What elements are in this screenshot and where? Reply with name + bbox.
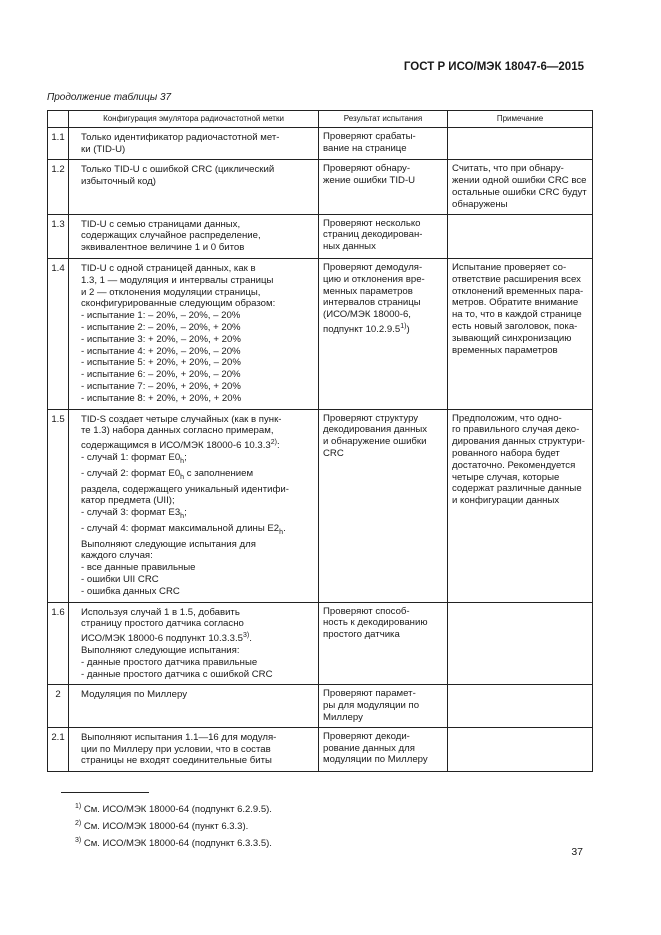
config-line bbox=[81, 219, 313, 231]
test-item: - испытание 7: – 20%, + 20%, + 20% bbox=[81, 380, 241, 392]
result-line bbox=[323, 629, 443, 641]
config-text: избыточный код) bbox=[81, 176, 156, 188]
config-line bbox=[81, 144, 313, 156]
table-row bbox=[48, 685, 593, 727]
config-line bbox=[81, 437, 313, 452]
note-line: жении одной ошибки CRC все bbox=[452, 175, 587, 187]
config-cell bbox=[69, 409, 319, 602]
note-line: Считать, что при обнару- bbox=[452, 163, 564, 175]
footnotes bbox=[75, 800, 272, 851]
config-line bbox=[81, 425, 313, 437]
result-line bbox=[323, 688, 443, 700]
case-text: - случай 2: формат E0 bbox=[81, 467, 181, 479]
test-item: - испытание 6: – 20%, + 20%, – 20% bbox=[81, 369, 241, 381]
config-line bbox=[81, 263, 313, 275]
footnote-ref: 2) bbox=[270, 439, 277, 447]
config-text: те 1.3) набора данных согласно примерам, bbox=[81, 425, 274, 437]
result-text: Проверяют парамет- bbox=[323, 688, 416, 700]
result-line bbox=[323, 131, 443, 143]
case-text: катор предмета (UII); bbox=[81, 495, 175, 507]
list-item: - ошибки UII CRC bbox=[81, 573, 159, 585]
case-tail: с заполнением bbox=[184, 467, 254, 479]
result-line bbox=[323, 229, 443, 241]
note-line: содержат различные данные bbox=[452, 483, 582, 495]
config-text: ции по Миллеру при условии, что в состав bbox=[81, 743, 271, 755]
note-line: рованного набора будет bbox=[452, 447, 560, 459]
config-text: : bbox=[276, 440, 280, 452]
result-text: ных данных bbox=[323, 241, 376, 253]
footnote-ref: 1) bbox=[400, 322, 407, 330]
page-number: 37 bbox=[571, 846, 583, 858]
table-row bbox=[48, 727, 593, 771]
footnote-ref: 3) bbox=[243, 632, 250, 640]
result-line bbox=[323, 731, 443, 743]
config-cell bbox=[69, 160, 319, 214]
config-cell bbox=[69, 214, 319, 258]
result-line bbox=[323, 274, 443, 286]
config-line bbox=[81, 164, 313, 176]
config-text: Модуляция по Миллеру bbox=[81, 689, 188, 701]
case-text: - случай 4: формат максимальной длины E2 bbox=[81, 522, 280, 534]
col-header-note: Примечание bbox=[448, 111, 593, 128]
document-header: ГОСТ Р ИСО/МЭК 18047-6—2015 bbox=[403, 61, 584, 73]
config-line: Выполняют следующие испытания для bbox=[81, 538, 256, 550]
result-text: ность к декодированию bbox=[323, 617, 428, 629]
case-subscript: h bbox=[180, 473, 185, 481]
config-text: и 2 — отклонения модуляции страницы, bbox=[81, 286, 261, 298]
result-text: подпункт 10.2.9.5 bbox=[323, 324, 401, 336]
note-cell bbox=[448, 214, 593, 258]
result-cell bbox=[319, 127, 448, 160]
result-cell bbox=[319, 602, 448, 685]
case-subscript: h bbox=[279, 528, 284, 536]
result-text: ) bbox=[406, 324, 410, 336]
config-text: содержащих случайное распределение, bbox=[81, 230, 261, 242]
result-line bbox=[323, 163, 443, 175]
config-text: . bbox=[249, 633, 252, 645]
result-text: модуляции по Миллеру bbox=[323, 754, 428, 766]
result-line bbox=[323, 297, 443, 309]
config-line bbox=[81, 732, 313, 744]
result-text: страниц декодирован- bbox=[323, 229, 423, 241]
result-line bbox=[323, 743, 443, 755]
case-text: - случай 1: формат E0 bbox=[81, 452, 181, 464]
result-line bbox=[323, 309, 443, 321]
config-line: каждого случая: bbox=[81, 550, 153, 562]
result-text: (ИСО/МЭК 18000-6, bbox=[323, 309, 411, 321]
result-text: рование данных для bbox=[323, 742, 415, 754]
note-cell bbox=[448, 727, 593, 771]
row-number: 1.3 bbox=[48, 214, 69, 258]
footnote-mark: 3) bbox=[75, 837, 82, 845]
table-caption: Продолжение таблицы 37 bbox=[47, 92, 172, 103]
footnote-mark: 1) bbox=[75, 803, 82, 810]
config-line bbox=[81, 630, 313, 645]
result-text: жение ошибки TID-U bbox=[323, 175, 416, 187]
case-text: раздела, содержащего уникальный идентифи- bbox=[81, 483, 289, 495]
config-line bbox=[81, 298, 313, 310]
case-tail: ; bbox=[184, 507, 187, 519]
result-line bbox=[323, 436, 443, 448]
result-line bbox=[323, 218, 443, 230]
note-line: отклонений временных пара- bbox=[452, 285, 584, 297]
note-cell bbox=[448, 602, 593, 685]
config-text: TID-S создает четыре случайных (как в пунк- bbox=[81, 413, 282, 425]
config-cell bbox=[69, 685, 319, 727]
config-cell bbox=[69, 602, 319, 685]
test-item: - испытание 2: – 20%, – 20%, + 20% bbox=[81, 321, 241, 333]
result-text: Проверяют структуру bbox=[323, 412, 419, 424]
result-cell bbox=[319, 258, 448, 409]
result-text: CRC bbox=[323, 447, 344, 459]
note-cell bbox=[448, 258, 593, 409]
config-cell bbox=[69, 127, 319, 160]
config-line bbox=[81, 230, 313, 242]
row-number: 2 bbox=[48, 685, 69, 727]
result-line bbox=[323, 617, 443, 629]
result-text: простого датчика bbox=[323, 629, 400, 641]
row-number: 1.5 bbox=[48, 409, 69, 602]
config-line bbox=[81, 287, 313, 299]
row-number: 1.1 bbox=[48, 127, 69, 160]
config-text: ИСО/МЭК 18000-6 подпункт 10.3.3.5 bbox=[81, 633, 244, 645]
note-line: временных параметров bbox=[452, 344, 558, 356]
list-item: - данные простого датчика правильные bbox=[81, 656, 258, 668]
note-cell bbox=[448, 685, 593, 727]
note-line: обнаружены bbox=[452, 198, 508, 210]
test-item: - испытание 8: + 20%, + 20%, + 20% bbox=[81, 392, 242, 404]
footnote-mark: 2) bbox=[75, 820, 82, 828]
config-line bbox=[81, 744, 313, 756]
config-text: содержащимся в ИСО/МЭК 18000-6 10.3.3 bbox=[81, 440, 271, 452]
test-item: - испытание 3: + 20%, – 20%, + 20% bbox=[81, 333, 241, 345]
col-header-result: Результат испытания bbox=[319, 111, 448, 128]
note-line: на то, что в каждой странице bbox=[452, 309, 582, 321]
case-line bbox=[81, 484, 313, 496]
config-text: Выполняют испытания 1.1—16 для модуля- bbox=[81, 731, 277, 743]
result-line bbox=[323, 413, 443, 425]
note-line: и конфигурации данных bbox=[452, 495, 560, 507]
result-text: интервалов страницы bbox=[323, 297, 421, 309]
result-line bbox=[323, 262, 443, 274]
case-text: - случай 3: формат E3 bbox=[81, 507, 181, 519]
result-text: Проверяют способ- bbox=[323, 605, 410, 617]
test-item: - испытание 5: + 20%, + 20%, – 20% bbox=[81, 357, 241, 369]
table-row bbox=[48, 602, 593, 685]
note-line: есть новый заголовок, пока- bbox=[452, 320, 578, 332]
config-text: эквивалентное величине 1 и 0 битов bbox=[81, 242, 245, 254]
row-number: 1.4 bbox=[48, 258, 69, 409]
config-line bbox=[81, 242, 313, 254]
config-line bbox=[81, 132, 313, 144]
result-text: цию и отклонения вре- bbox=[323, 273, 425, 285]
test-item: - испытание 4: + 20%, – 20%, – 20% bbox=[81, 345, 241, 357]
result-line bbox=[323, 754, 443, 766]
case-line bbox=[81, 468, 313, 484]
result-line bbox=[323, 286, 443, 298]
note-line: зывающий синхронизацию bbox=[452, 332, 572, 344]
config-line bbox=[81, 755, 313, 767]
footnote bbox=[75, 817, 272, 834]
result-text: Проверяют декоди- bbox=[323, 730, 410, 742]
note-cell bbox=[448, 160, 593, 214]
config-cell bbox=[69, 727, 319, 771]
result-line bbox=[323, 700, 443, 712]
result-line bbox=[323, 712, 443, 724]
config-cell bbox=[69, 258, 319, 409]
row-number: 1.2 bbox=[48, 160, 69, 214]
result-cell bbox=[319, 727, 448, 771]
note-line: остальные ошибки CRC будут bbox=[452, 186, 587, 198]
config-line bbox=[81, 689, 313, 701]
config-text: Используя случай 1 в 1.5, добавить bbox=[81, 606, 240, 618]
result-line bbox=[323, 424, 443, 436]
result-text: Миллеру bbox=[323, 712, 363, 724]
list-item: - данные простого датчика с ошибкой CRC bbox=[81, 668, 273, 680]
table-row bbox=[48, 127, 593, 160]
result-text: менных параметров bbox=[323, 285, 413, 297]
row-number: 1.6 bbox=[48, 602, 69, 685]
footnote-text: См. ИСО/МЭК 18000-64 (подпункт 6.2.9.5). bbox=[81, 804, 272, 816]
result-text: Проверяют демодуля- bbox=[323, 261, 423, 273]
footnote-text: См. ИСО/МЭК 18000-64 (подпункт 6.3.3.5). bbox=[81, 838, 272, 850]
footnote bbox=[75, 834, 272, 851]
case-line bbox=[81, 507, 313, 523]
config-text: сконфигурированные следующим образом: bbox=[81, 298, 276, 310]
table-header-row bbox=[48, 111, 593, 128]
result-line bbox=[323, 448, 443, 460]
result-cell bbox=[319, 409, 448, 602]
col-header-num bbox=[48, 111, 69, 128]
config-line bbox=[81, 176, 313, 188]
result-cell bbox=[319, 160, 448, 214]
footnote-separator bbox=[61, 792, 149, 793]
list-item: - ошибка данных CRC bbox=[81, 585, 180, 597]
case-subscript: h bbox=[180, 458, 185, 466]
config-text: ки (TID-U) bbox=[81, 143, 126, 155]
config-line bbox=[81, 618, 313, 630]
config-line bbox=[81, 414, 313, 426]
note-cell bbox=[448, 409, 593, 602]
note-line: го правильного случая деко- bbox=[452, 424, 580, 436]
case-line bbox=[81, 495, 313, 507]
note-line: четыре случая, которые bbox=[452, 471, 560, 483]
result-text: декодирования данных bbox=[323, 424, 428, 436]
test-item: - испытание 1: – 20%, – 20%, – 20% bbox=[81, 310, 241, 322]
config-line bbox=[81, 275, 313, 287]
result-text: ры для модуляции по bbox=[323, 700, 420, 712]
case-tail: ; bbox=[184, 452, 187, 464]
note-line: дирования данных структури- bbox=[452, 436, 585, 448]
note-line: метров. Обратите внимание bbox=[452, 297, 579, 309]
config-text: страницу простого датчика согласно bbox=[81, 618, 244, 630]
result-line bbox=[323, 241, 443, 253]
result-text: вание на странице bbox=[323, 142, 407, 154]
test-table bbox=[47, 110, 593, 772]
config-text: 1.3, 1 — модуляция и интервалы страницы bbox=[81, 274, 274, 286]
row-number: 2.1 bbox=[48, 727, 69, 771]
table-row bbox=[48, 258, 593, 409]
result-line bbox=[323, 606, 443, 618]
result-cell bbox=[319, 214, 448, 258]
result-text: и обнаружение ошибки bbox=[323, 436, 427, 448]
footnote bbox=[75, 800, 272, 817]
config-text: TID-U с одной страницей данных, как в bbox=[81, 262, 256, 274]
note-line: Испытание проверяет со- bbox=[452, 261, 567, 273]
note-line: достаточно. Рекомендуется bbox=[452, 459, 576, 471]
footnote-text: См. ИСО/МЭК 18000-64 (пункт 6.3.3). bbox=[81, 821, 249, 833]
result-line bbox=[323, 143, 443, 155]
case-subscript: h bbox=[180, 513, 185, 521]
result-line bbox=[323, 175, 443, 187]
result-cell bbox=[319, 685, 448, 727]
col-header-config: Конфигурация эмулятора радиочастотной метки bbox=[69, 111, 319, 128]
result-text: Проверяют обнару- bbox=[323, 163, 411, 175]
note-cell bbox=[448, 127, 593, 160]
case-line bbox=[81, 523, 313, 539]
case-tail: . bbox=[283, 522, 286, 534]
config-text: Только TID-U с ошибкой CRC (циклический bbox=[81, 164, 275, 176]
result-line bbox=[323, 321, 443, 336]
config-text: Только идентификатор радиочастотной мет- bbox=[81, 131, 280, 143]
note-line: ответствие расширения всех bbox=[452, 273, 581, 285]
config-text: страницы не входят соединительные биты bbox=[81, 755, 272, 767]
config-text: TID-U с семью страницами данных, bbox=[81, 218, 241, 230]
config-line: Выполняют следующие испытания: bbox=[81, 645, 240, 657]
note-line: Предположим, что одно- bbox=[452, 412, 562, 424]
result-text: Проверяют срабаты- bbox=[323, 130, 416, 142]
case-line bbox=[81, 452, 313, 468]
config-line bbox=[81, 607, 313, 619]
table-row bbox=[48, 160, 593, 214]
table-row bbox=[48, 409, 593, 602]
list-item: - все данные правильные bbox=[81, 562, 196, 574]
table-row bbox=[48, 214, 593, 258]
result-text: Проверяют несколько bbox=[323, 217, 421, 229]
